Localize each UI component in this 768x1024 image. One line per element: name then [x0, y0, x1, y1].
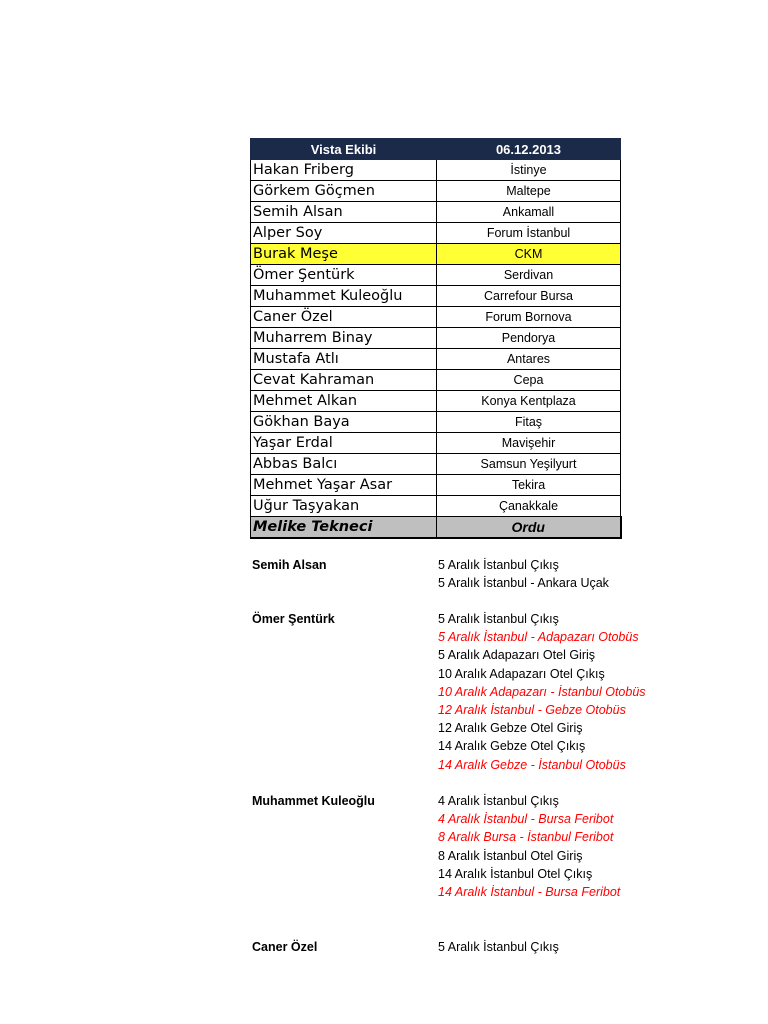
travel-person-name: Caner Özel — [252, 940, 318, 954]
table-row — [251, 328, 621, 349]
travel-entry: 14 Aralık İstanbul Otel Çıkış — [438, 866, 593, 881]
table-row — [251, 286, 621, 307]
travel-entry-list — [438, 556, 620, 592]
store-location: Serdivan — [437, 265, 621, 286]
travel-person-name: Muhammet Kuleoğlu — [252, 794, 375, 808]
team-member-name: Uğur Taşyakan — [251, 496, 437, 517]
table-body — [251, 160, 621, 539]
store-location: Antares — [437, 349, 621, 370]
team-member-name: Mustafa Atlı — [251, 349, 437, 370]
travel-entry: 5 Aralık İstanbul - Adapazarı Otobüs — [438, 630, 639, 645]
store-location: Forum İstanbul — [437, 223, 621, 244]
team-member-name: Abbas Balcı — [251, 454, 437, 475]
store-location: Carrefour Bursa — [437, 286, 621, 307]
table-row — [251, 349, 621, 370]
travel-entry-list — [438, 938, 620, 956]
team-member-name: Caner Özel — [251, 307, 437, 328]
team-member-name: Gökhan Baya — [251, 412, 437, 433]
store-location: Cepa — [437, 370, 621, 391]
table-row — [251, 307, 621, 328]
header-team: Vista Ekibi — [251, 139, 437, 160]
team-member-name: Burak Meşe — [251, 244, 437, 265]
table-row — [251, 412, 621, 433]
team-member-name: Alper Soy — [251, 223, 437, 244]
table-row — [251, 454, 621, 475]
team-member-name: Ömer Şentürk — [251, 265, 437, 286]
store-location: Pendorya — [437, 328, 621, 349]
table-row — [251, 496, 621, 517]
table-row — [251, 160, 621, 181]
team-member-name: Melike Tekneci — [251, 517, 437, 539]
header-date: 06.12.2013 — [437, 139, 621, 160]
store-location: Samsun Yeşilyurt — [437, 454, 621, 475]
table-row — [251, 181, 621, 202]
store-location: Fitaş — [437, 412, 621, 433]
table-row — [251, 370, 621, 391]
travel-entry: 5 Aralık İstanbul - Ankara Uçak — [438, 576, 609, 591]
store-location: İstinye — [437, 160, 621, 181]
table-row — [251, 475, 621, 496]
table-row — [251, 265, 621, 286]
travel-entry: 4 Aralık İstanbul Çıkış — [438, 794, 559, 808]
travel-entry: 10 Aralık Adapazarı - İstanbul Otobüs — [438, 684, 646, 699]
travel-entry: 4 Aralık İstanbul - Bursa Feribot — [438, 812, 614, 827]
store-location: Maltepe — [437, 181, 621, 202]
table-row — [251, 433, 621, 454]
travel-entry: 12 Aralık Gebze Otel Giriş — [438, 721, 583, 736]
table-row — [251, 202, 621, 223]
store-location: Ankamall — [437, 202, 621, 223]
travel-entry: 14 Aralık Gebze - İstanbul Otobüs — [438, 757, 626, 772]
team-member-name: Mehmet Alkan — [251, 391, 437, 412]
team-member-name: Semih Alsan — [251, 202, 437, 223]
travel-person-name: Semih Alsan — [252, 558, 327, 572]
table-row — [251, 517, 621, 539]
travel-entry: 5 Aralık Adapazarı Otel Giriş — [438, 648, 596, 663]
store-location: Forum Bornova — [437, 307, 621, 328]
table-row — [251, 223, 621, 244]
travel-entry: 5 Aralık İstanbul Çıkış — [438, 940, 559, 954]
table-row — [251, 391, 621, 412]
travel-entry: 5 Aralık İstanbul Çıkış — [438, 558, 559, 572]
store-location: Tekira — [437, 475, 621, 496]
travel-entry: 10 Aralık Adapazarı Otel Çıkış — [438, 666, 605, 681]
travel-entry: 12 Aralık İstanbul - Gebze Otobüs — [438, 702, 626, 717]
team-schedule-table — [250, 138, 622, 539]
store-location: Mavişehir — [437, 433, 621, 454]
team-member-name: Muharrem Binay — [251, 328, 437, 349]
travel-person-name: Ömer Şentürk — [252, 612, 335, 626]
team-member-name: Yaşar Erdal — [251, 433, 437, 454]
team-member-name: Cevat Kahraman — [251, 370, 437, 391]
travel-entry: 8 Aralık Bursa - İstanbul Feribot — [438, 830, 614, 845]
store-location: Çanakkale — [437, 496, 621, 517]
table-row — [251, 244, 621, 265]
travel-entry-list — [438, 610, 646, 774]
team-member-name: Hakan Friberg — [251, 160, 437, 181]
travel-entry: 5 Aralık İstanbul Çıkış — [438, 612, 559, 626]
store-location: Konya Kentplaza — [437, 391, 621, 412]
store-location: CKM — [437, 244, 621, 265]
travel-entry-list — [438, 792, 620, 901]
travel-entry: 14 Aralık Gebze Otel Çıkış — [438, 739, 586, 754]
table-header-row — [251, 139, 621, 160]
travel-entry: 8 Aralık İstanbul Otel Giriş — [438, 848, 583, 863]
team-member-name: Muhammet Kuleoğlu — [251, 286, 437, 307]
team-member-name: Görkem Göçmen — [251, 181, 437, 202]
store-location: Ordu — [437, 517, 621, 539]
travel-entry: 14 Aralık İstanbul - Bursa Feribot — [438, 884, 621, 899]
team-member-name: Mehmet Yaşar Asar — [251, 475, 437, 496]
